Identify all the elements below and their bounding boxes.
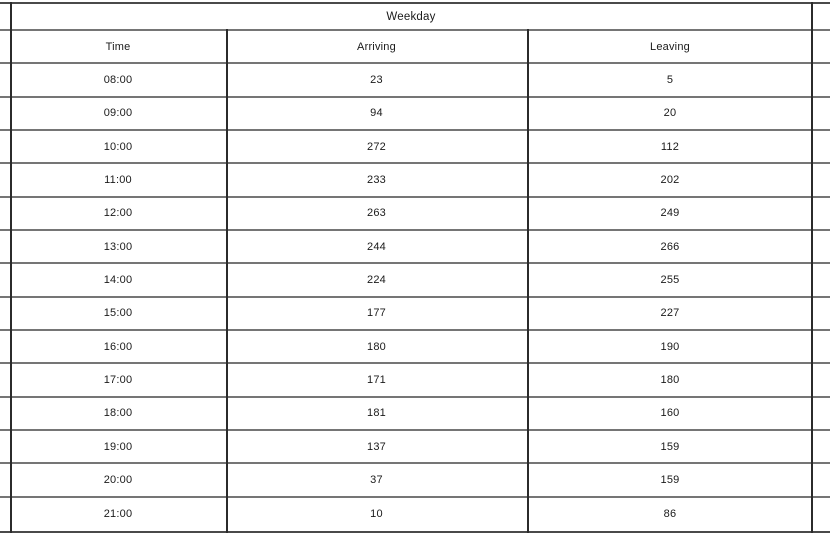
arriving-cell: 263 xyxy=(367,207,386,220)
time-cell: 11:00 xyxy=(104,173,132,186)
time-cell: 18:00 xyxy=(103,407,133,420)
arriving-cell: 94 xyxy=(370,107,383,120)
table-row xyxy=(0,264,830,297)
table-row xyxy=(0,198,830,231)
time-cell: 09:00 xyxy=(103,107,133,120)
weekday-table xyxy=(0,2,830,533)
arriving-cell: 244 xyxy=(367,240,386,253)
leaving-cell: 227 xyxy=(660,307,680,320)
leaving-cell: 249 xyxy=(660,207,680,220)
arriving-cell: 10 xyxy=(370,508,383,521)
leaving-cell: 159 xyxy=(660,440,680,453)
column-header-arriving: Arriving xyxy=(357,40,396,53)
leaving-cell: 180 xyxy=(660,373,680,386)
time-cell: 19:00 xyxy=(103,440,133,453)
arriving-cell: 37 xyxy=(370,473,383,486)
table-left-border xyxy=(10,2,12,533)
time-arriving-column-divider xyxy=(226,29,228,533)
arriving-leaving-column-divider xyxy=(527,29,529,533)
leaving-cell: 20 xyxy=(663,107,677,120)
leaving-cell: 86 xyxy=(663,508,677,521)
arriving-cell: 181 xyxy=(367,407,386,420)
table-header-row xyxy=(0,31,830,64)
arriving-cell: 224 xyxy=(367,273,386,286)
table-row xyxy=(0,131,830,164)
column-header-leaving: Leaving xyxy=(650,40,690,53)
leaving-cell: 266 xyxy=(660,240,680,253)
time-cell: 14:00 xyxy=(103,273,133,286)
leaving-cell: 5 xyxy=(666,73,674,86)
time-cell: 12:00 xyxy=(103,207,133,220)
table-row xyxy=(0,98,830,131)
table-right-border xyxy=(811,2,813,533)
time-cell: 10:00 xyxy=(103,140,133,153)
table-row xyxy=(0,464,830,497)
table-row xyxy=(0,498,830,531)
leaving-cell: 202 xyxy=(660,173,680,186)
time-cell: 21:00 xyxy=(103,508,133,521)
arriving-cell: 177 xyxy=(367,307,386,320)
time-cell: 20:00 xyxy=(103,473,133,486)
arriving-cell: 233 xyxy=(367,173,386,186)
arriving-cell: 23 xyxy=(370,73,383,86)
table-row xyxy=(0,364,830,397)
time-cell: 17:00 xyxy=(103,373,133,386)
table-row xyxy=(0,398,830,431)
table-row xyxy=(0,431,830,464)
leaving-cell: 190 xyxy=(660,340,680,353)
time-cell: 15:00 xyxy=(103,307,133,320)
leaving-cell: 159 xyxy=(660,473,680,486)
arriving-cell: 180 xyxy=(367,340,386,353)
arriving-cell: 272 xyxy=(367,140,386,153)
table-title-row xyxy=(0,4,830,31)
leaving-cell: 255 xyxy=(660,273,680,286)
arriving-cell: 171 xyxy=(367,373,386,386)
time-cell: 13:00 xyxy=(103,240,133,253)
table-row xyxy=(0,331,830,364)
time-cell: 08:00 xyxy=(103,73,133,86)
arriving-cell: 137 xyxy=(367,440,386,453)
table-row xyxy=(0,164,830,197)
time-cell: 16:00 xyxy=(103,340,133,353)
table-row xyxy=(0,64,830,97)
table-row xyxy=(0,231,830,264)
leaving-cell: 112 xyxy=(660,140,680,153)
table-row xyxy=(0,298,830,331)
leaving-cell: 160 xyxy=(660,407,680,420)
table-title: Weekday xyxy=(386,10,436,23)
column-header-time: Time xyxy=(105,40,131,53)
